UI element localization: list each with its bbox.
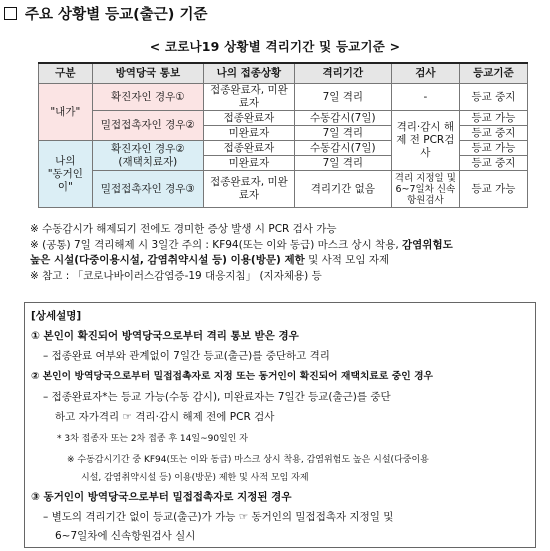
cell-criteria: 등교 가능 (459, 141, 527, 156)
table-row (39, 111, 528, 126)
cell-test: - (391, 84, 459, 111)
detail-item-3: ③ 동거인이 방역당국으로부터 밀접접촉자로 지정된 경우 (31, 491, 292, 503)
cell-notice-line2: (재택치료자) (118, 155, 178, 168)
note-line: ※ 참고 : 「코로나바이러스감염증-19 대응지침」 (지자체용) 등 (30, 269, 322, 282)
cell-period: 7일 격리 (294, 84, 391, 111)
detail-item-3a: – 별도의 격리기간 없이 등교(출근)가 가능 ☞ 동거인의 밀접접촉자 지정일 및 (43, 511, 394, 523)
header-vaccination: 나의 접종상황 (204, 63, 295, 84)
note-bold: 높은 시설(다중이용시설, 감염취약시설 등) 이용(방문) 제한 (30, 254, 305, 266)
detail-item-1: ① 본인이 확진되어 방역당국으로부터 격리 통보 받은 경우 (31, 330, 299, 342)
header-test: 검사 (391, 63, 459, 84)
cell-criteria: 등교 중지 (459, 126, 527, 141)
cell-criteria: 등교 중지 (459, 156, 527, 171)
detail-box (24, 302, 536, 548)
header-category: 구분 (39, 63, 93, 84)
cell-status: 접종완료자, 미완료자 (204, 171, 295, 208)
detail-item-2a: – 접종완료자*는 등교 가능(수동 감시), 미완료자는 7일간 등교(출근)를 중단 (43, 391, 391, 403)
group-housemate (39, 141, 93, 208)
cell-criteria: 등교 중지 (459, 84, 527, 111)
group-housemate-line2: "동거인이" (47, 167, 83, 193)
group-self: "내가" (39, 84, 93, 141)
header-period: 격리기간 (294, 63, 391, 84)
detail-item-3b: 6~7일차에 신속항원검사 실시 (55, 530, 196, 542)
section-heading (4, 3, 207, 24)
group-housemate-line1: 나의 (55, 154, 76, 167)
cell-notice-line1: 확진자인 경우② (111, 142, 185, 155)
cell-test: 격리 지정일 및 6~7일차 신속항원검사 (391, 171, 459, 208)
cell-notice: 확진자인 경우① (92, 84, 203, 111)
header-criteria: 등교기준 (459, 63, 527, 84)
section-heading-text: 주요 상황별 등교(출근) 기준 (25, 7, 208, 23)
table-row (39, 84, 528, 111)
cell-notice: 밀접접촉자인 경우② (92, 111, 203, 141)
cell-period: 수동감시(7일) (294, 111, 391, 126)
note-text: ※ (공통) 7일 격리해제 시 3일간 주의 : KF94(또는 이와 동급) 마스크 상시 착용, (30, 238, 403, 251)
criteria-table (38, 62, 528, 208)
detail-title: [상세설명] (31, 310, 82, 322)
cell-period: 7일 격리 (294, 156, 391, 171)
cell-status: 미완료자 (204, 126, 295, 141)
cell-period: 격리기간 없음 (294, 171, 391, 208)
note-line: ※ 수동감시가 해제되기 전에도 경미한 증상 발생 시 PCR 검사 가능 (30, 223, 337, 235)
cell-status: 접종완료자, 미완료자 (204, 84, 295, 111)
table-header-row (39, 63, 528, 84)
cell-criteria: 등교 가능 (459, 171, 527, 208)
cell-period: 7일 격리 (294, 126, 391, 141)
detail-item-2e: 시설, 감염취약시설 등) 이용(방문) 제한 및 사적 모임 자제 (81, 473, 309, 483)
checkbox-icon (4, 7, 17, 20)
cell-test: 격리·감시 해제 전 PCR검사 (391, 111, 459, 171)
note-line (30, 238, 540, 269)
detail-item-2b: 하고 자가격리 ☞ 격리·감시 해제 전에 PCR 검사 (55, 411, 275, 423)
note-bold: 감염위험도 (402, 238, 453, 251)
cell-status: 미완료자 (204, 156, 295, 171)
detail-item-1a: – 접종완료 여부와 관계없이 7일간 등교(출근)를 중단하고 격리 (43, 350, 330, 362)
detail-item-2c: * 3차 접종자 또는 2차 접종 후 14일~90일인 자 (57, 434, 249, 444)
notes-block (30, 222, 540, 284)
cell-criteria: 등교 가능 (459, 111, 527, 126)
header-notice: 방역당국 통보 (92, 63, 203, 84)
cell-status: 접종완료자 (204, 141, 295, 156)
cell-notice: 밀접접촉자인 경우③ (92, 171, 203, 208)
table-row (39, 171, 528, 208)
cell-notice (92, 141, 203, 171)
table-title: < 코로나19 상황별 격리기간 및 등교기준 > (149, 39, 401, 54)
note-text: 및 사적 모임 자제 (304, 254, 390, 266)
detail-item-2d: ※ 수동감시기간 중 KF94(또는 이와 동급) 마스크 상시 착용, 감염위험도 높은 시설(다중이용 (67, 455, 429, 465)
detail-item-2: ② 본인이 방역당국으로부터 밀접접촉자로 지정 또는 동거인이 확진되어 재택치료로 중인 경우 (31, 371, 434, 382)
cell-status: 접종완료자 (204, 111, 295, 126)
cell-period: 수동감시(7일) (294, 141, 391, 156)
